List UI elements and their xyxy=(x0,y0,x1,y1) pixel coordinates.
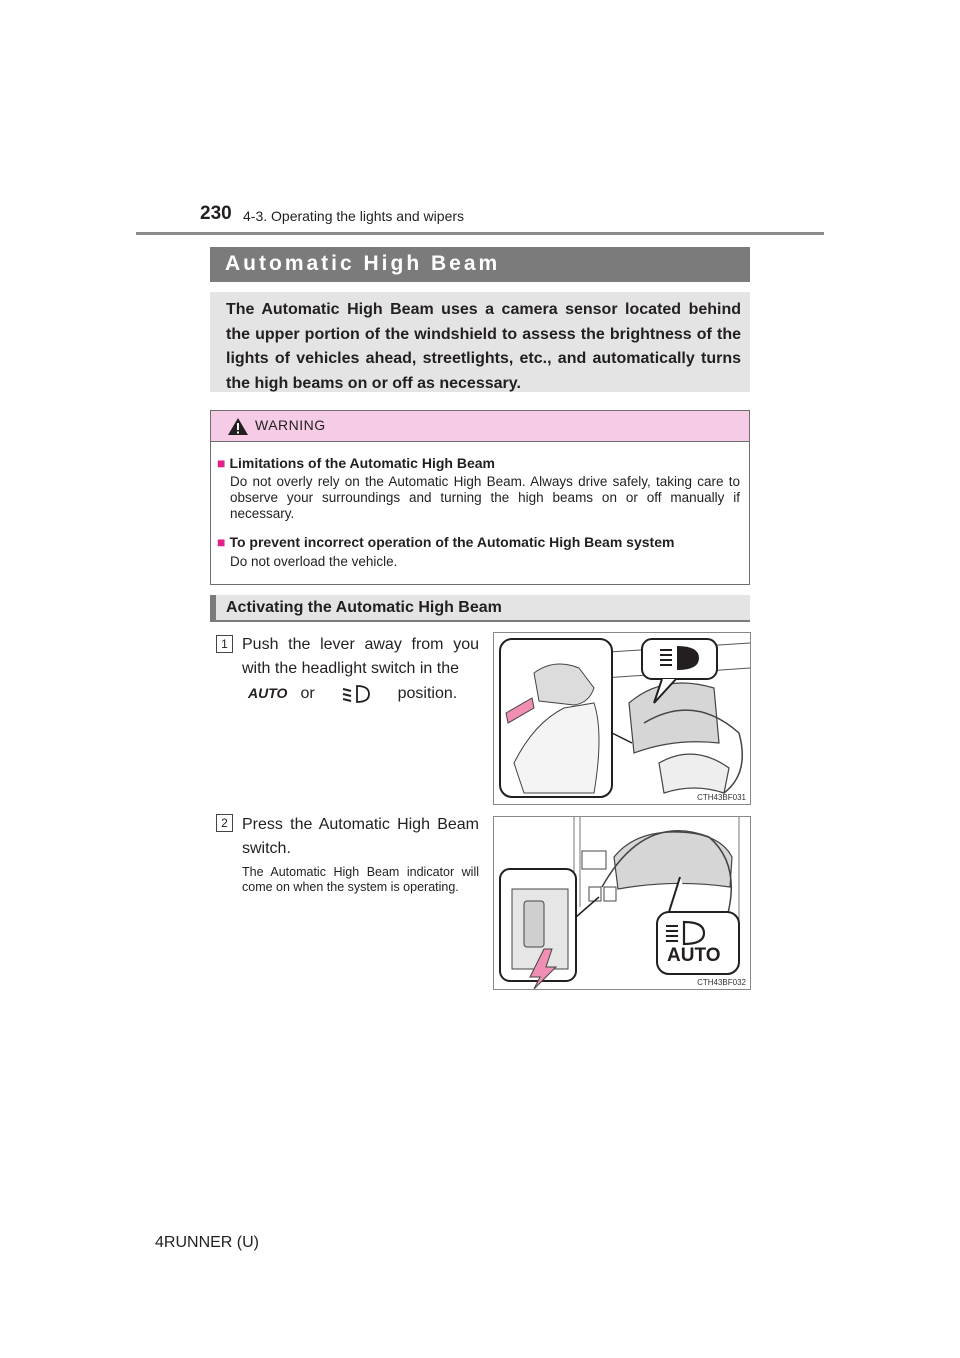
lever-drawing xyxy=(494,633,750,804)
intro-box xyxy=(210,292,750,392)
title-band xyxy=(210,247,750,282)
page-number: 230 xyxy=(200,203,232,224)
figure-code: CTH43BF031 xyxy=(697,793,746,802)
square-bullet-icon: ■ xyxy=(217,534,226,550)
warning-item-body: Do not overload the vehicle. xyxy=(230,554,398,569)
square-bullet-icon: ■ xyxy=(217,455,226,471)
warning-item-title: ■ Limitations of the Automatic High Beam xyxy=(217,455,495,471)
step-note: The Automatic High Beam indicator will come on when the system is operating. xyxy=(242,865,479,894)
step-position-line: AUTO or position. xyxy=(248,683,457,707)
auto-label: AUTO xyxy=(667,945,721,966)
warning-label: WARNING xyxy=(255,417,326,433)
warning-box xyxy=(210,410,750,585)
section-title: 4-3. Operating the lights and wipers xyxy=(243,208,465,224)
lever-illustration xyxy=(493,632,751,805)
warning-header xyxy=(211,411,749,442)
subheading: Activating the Automatic High Beam xyxy=(226,599,502,616)
auto-headlight-icon: AUTO xyxy=(248,685,288,702)
page-title: Automatic High Beam xyxy=(225,252,501,275)
step-number: 2 xyxy=(216,814,233,832)
step-number: 1 xyxy=(216,635,233,653)
footer-model: 4RUNNER (U) xyxy=(155,1234,259,1251)
intro-text: The Automatic High Beam uses a camera sensor located behind the upper portion of the windshield to assess the brightness of the lights of vehicles ahead, streetlights, etc., and automatically turns the high beams on or off as necessary. xyxy=(226,301,741,392)
warning-item-title: ■ To prevent incorrect operation of the Automatic High Beam system xyxy=(217,534,675,550)
step-text: Press the Automatic High Beam switch. xyxy=(242,816,479,857)
header-rule xyxy=(136,232,824,235)
switch-illustration xyxy=(493,816,751,990)
subheading-band xyxy=(210,595,750,622)
step-text: Push the lever away from you with the headlight switch in the xyxy=(242,636,479,677)
low-beam-icon xyxy=(341,683,371,705)
figure-code: CTH43BF032 xyxy=(697,978,746,987)
warning-item-body: Do not overly rely on the Automatic High Beam. Always drive safely, taking care to observe your surroundings and turning the high beams on or off manually if necessary. xyxy=(230,474,740,521)
warning-triangle-icon xyxy=(227,417,249,436)
